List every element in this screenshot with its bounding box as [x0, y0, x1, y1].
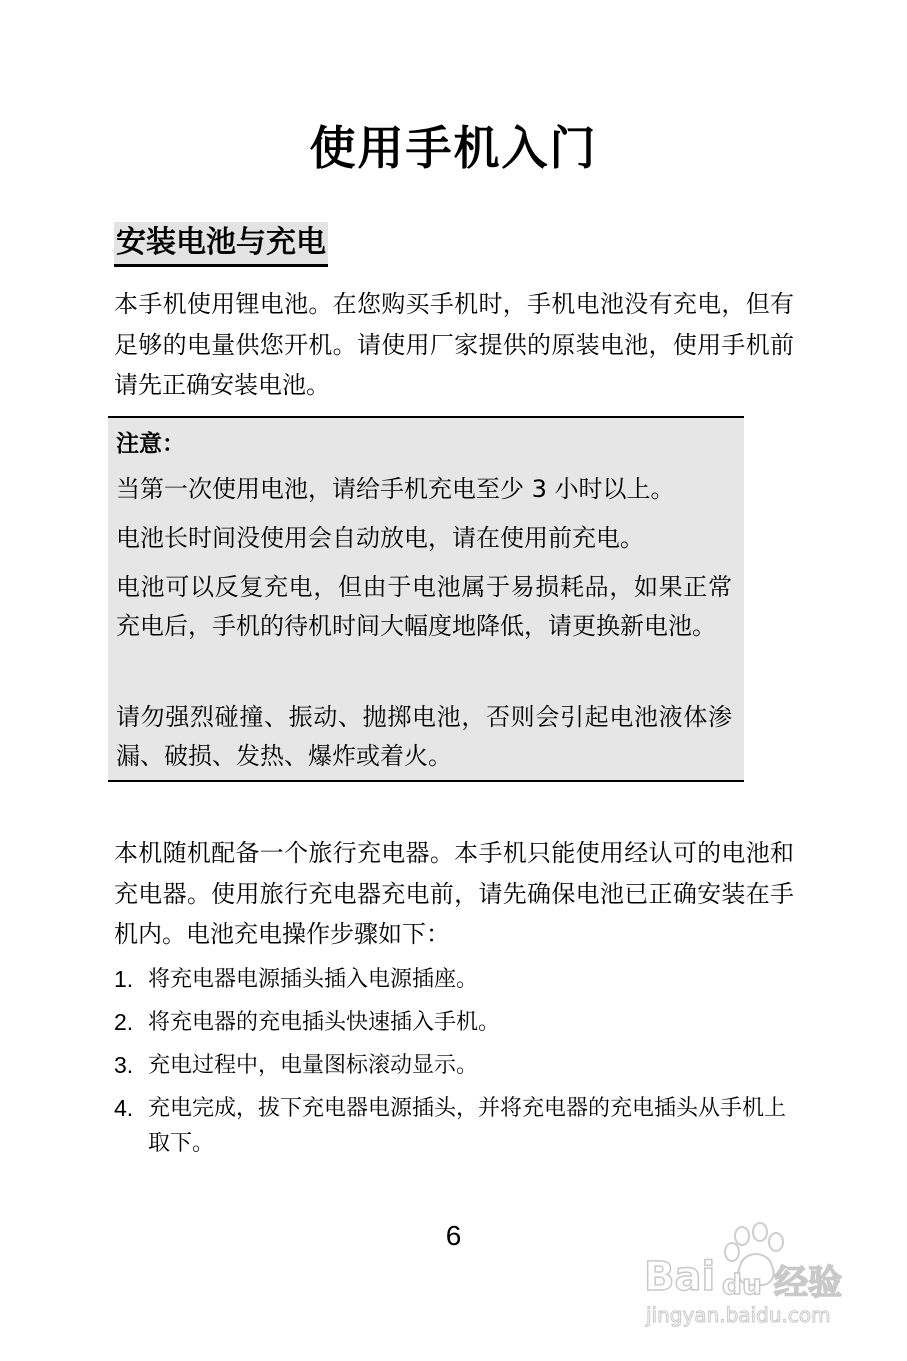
step-item — [114, 962, 804, 997]
step-number: 1. — [114, 966, 134, 992]
svg-text:jingyan.baidu.com: jingyan.baidu.com — [646, 1303, 831, 1327]
note-item: 当第一次使用电池，请给手机充电至少 3 小时以上。 — [116, 475, 675, 503]
intro-paragraph: 本手机使用锂电池。在您购买手机时，手机电池没有充电，但有足够的电量供您开机。请使用厂家提供的原装电池，使用手机前请先正确安装电池。 — [114, 290, 794, 399]
step-item — [114, 1091, 804, 1161]
note-item: 电池可以反复充电，但由于电池属于易损耗品，如果正常充电后，手机的待机时间大幅度地降低，请更换新电池。 — [116, 573, 732, 640]
svg-text:du: du — [722, 1268, 762, 1301]
step-text: 将充电器电源插头插入电源插座。 — [148, 967, 479, 992]
section-heading: 安装电池与充电 — [114, 222, 328, 267]
svg-text:经验: 经验 — [774, 1263, 842, 1303]
page-number: 6 — [445, 1220, 462, 1251]
charging-steps-list — [114, 962, 804, 1169]
step-number: 3. — [114, 1052, 134, 1078]
note-title: 注意： — [116, 431, 185, 457]
step-number: 4. — [114, 1095, 134, 1121]
step-item — [114, 1005, 804, 1040]
step-text: 将充电器的充电插头快速插入手机。 — [148, 1010, 501, 1035]
step-text: 充电过程中，电量图标滚动显示。 — [148, 1053, 479, 1078]
svg-text:Bai: Bai — [644, 1254, 716, 1300]
note-item: 电池长时间没使用会自动放电，请在使用前充电。 — [116, 524, 644, 552]
charger-paragraph: 本机随机配备一个旅行充电器。本手机只能使用经认可的电池和充电器。使用旅行充电器充电前，请先确保电池已正确安装在手机内。电池充电操作步骤如下： — [114, 839, 794, 948]
step-text: 充电完成，拔下充电器电源插头，并将充电器的充电插头从手机上取下。 — [148, 1096, 787, 1156]
baidu-jingyan-watermark-logo — [640, 1222, 870, 1332]
step-number: 2. — [114, 1009, 134, 1035]
note-item: 请勿强烈碰撞、振动、抛掷电池，否则会引起电池液体渗漏、破损、发热、爆炸或着火。 — [116, 703, 732, 770]
step-item — [114, 1048, 804, 1083]
page-title: 使用手机入门 — [309, 121, 598, 175]
note-box — [108, 416, 744, 782]
